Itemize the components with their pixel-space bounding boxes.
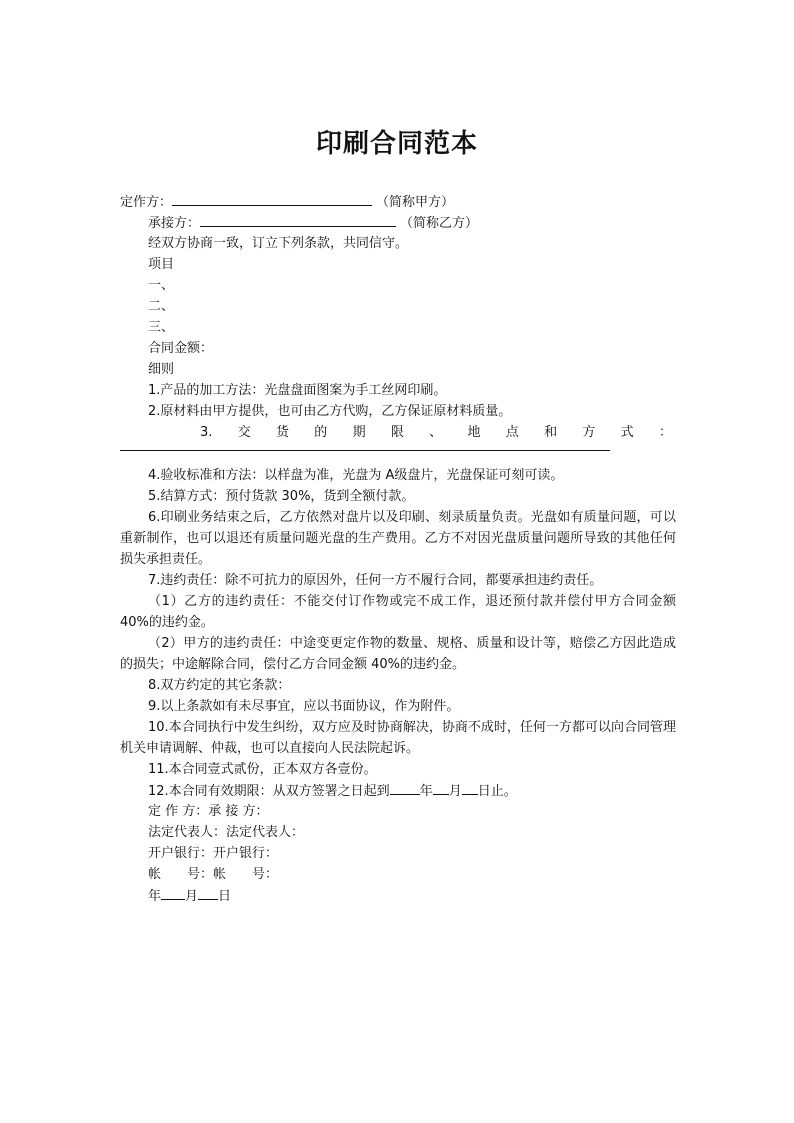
party-b-blank bbox=[200, 212, 396, 227]
clause-12 bbox=[120, 780, 676, 801]
item-1: 一、 bbox=[148, 278, 175, 293]
sign-accounts bbox=[120, 864, 676, 885]
clause-3-char: 的 bbox=[314, 425, 328, 440]
clause-12-prefix: 12.本合同有效期限：从双方签署之日起到 bbox=[148, 784, 390, 799]
clause-3-char: 式 bbox=[620, 425, 634, 440]
sign-party-a: 定 作 方： bbox=[148, 804, 209, 819]
clause-3-char: 3. bbox=[200, 425, 213, 440]
clause-3-char: 、 bbox=[429, 425, 443, 440]
account-label-3: 号： bbox=[252, 867, 279, 882]
sign-date bbox=[120, 885, 676, 906]
clause-7-1: （1）乙方的违约责任：不能交付订作物或完不成工作，退还预付款并偿付甲方合同金额 40%的违约金。 bbox=[120, 594, 676, 630]
clause-11: 11.本合同壹式贰份，正本双方各壹份。 bbox=[148, 762, 377, 777]
details-heading: 细则 bbox=[148, 362, 175, 377]
clause-12-month: 月 bbox=[448, 784, 462, 799]
intro-line: 经双方协商一致，订立下列条款，共同信守。 bbox=[148, 236, 409, 251]
account-label-2: 号：帐 bbox=[187, 867, 227, 882]
contract-body bbox=[120, 191, 676, 906]
item-3: 三、 bbox=[148, 320, 175, 335]
clause-7-2: （2）甲方的违约责任：中途变更定作物的数量、规格、质量和设计等，赔偿乙方因此造成的损失；中途解除合同，偿付乙方合同金额 40%的违约金。 bbox=[120, 636, 676, 672]
sign-parties bbox=[120, 801, 676, 822]
sign-party-b: 承 接 方： bbox=[208, 804, 269, 819]
sign-day-blank bbox=[198, 885, 218, 900]
party-a-note: （简称甲方） bbox=[376, 195, 455, 210]
clause-3-char: 方 bbox=[582, 425, 596, 440]
party-a-label: 定作方： bbox=[120, 195, 173, 210]
items-heading: 项目 bbox=[148, 257, 175, 272]
clause-3-char: ： bbox=[658, 425, 672, 440]
clause-3 bbox=[120, 422, 676, 443]
clause-12-year: 年 bbox=[419, 784, 433, 799]
sign-date-day: 日 bbox=[218, 889, 232, 904]
clause-3-char: 地 bbox=[467, 425, 481, 440]
document-title: 印刷合同范本 bbox=[315, 129, 478, 159]
clause-5: 5.结算方式：预付货款 30%，货到全额付款。 bbox=[148, 489, 415, 504]
amount-label: 合同金额： bbox=[148, 341, 214, 356]
item-2: 二、 bbox=[148, 299, 175, 314]
clause-1: 1.产品的加工方法：光盘盘面图案为手工丝网印刷。 bbox=[148, 383, 447, 398]
party-b-label: 承接方： bbox=[148, 216, 201, 231]
clause-3-char: 期 bbox=[352, 425, 366, 440]
clause-3-char: 点 bbox=[505, 425, 519, 440]
clause-2: 2.原材料由甲方提供，也可由乙方代购，乙方保证原材料质量。 bbox=[148, 404, 512, 419]
party-a-blank bbox=[172, 191, 372, 206]
clause-9: 9.以上条款如有未尽事宜，应以书面协议，作为附件。 bbox=[148, 699, 460, 714]
clause-3-char: 限 bbox=[390, 425, 404, 440]
clause-12-day: 日止。 bbox=[477, 784, 517, 799]
clause-8: 8.双方约定的其它条款： bbox=[148, 678, 291, 693]
party-a-line bbox=[120, 191, 676, 212]
sign-date-year: 年 bbox=[148, 889, 162, 904]
party-b-line bbox=[120, 212, 676, 233]
month-blank bbox=[433, 780, 449, 795]
account-label-1: 帐 bbox=[148, 867, 162, 882]
sign-reps: 法定代表人：法定代表人： bbox=[148, 825, 305, 840]
clause-4: 4.验收标准和方法：以样盘为准，光盘为 A级盘片，光盘保证可刻可读。 bbox=[148, 468, 564, 483]
clause-7: 7.违约责任：除不可抗力的原因外，任何一方不履行合同，都要承担违约责任。 bbox=[148, 573, 603, 588]
sign-month-blank bbox=[161, 885, 185, 900]
clause-10: 10.本合同执行中发生纠纷，双方应及时协商解决，协商不成时，任何一方都可以向合同管理机关申请调解、仲裁，也可以直接向人民法院起诉。 bbox=[120, 720, 676, 756]
sign-banks: 开户银行：开户银行： bbox=[148, 846, 279, 861]
clause-3-char: 交 bbox=[237, 425, 251, 440]
clause-6: 6.印刷业务结束之后，乙方依然对盘片以及印刷、刻录质量负责。光盘如有质量问题，可以重新制作，也可以退还有质量问题光盘的生产费用。乙方不对因光盘质量问题所导致的其他任何损失承担责任。 bbox=[120, 510, 676, 567]
day-blank bbox=[462, 780, 478, 795]
clause-3-char: 货 bbox=[275, 425, 289, 440]
year-blank bbox=[390, 780, 420, 795]
party-b-note: （简称乙方） bbox=[400, 216, 479, 231]
sign-date-month: 月 bbox=[185, 889, 199, 904]
clause-3-blank-line bbox=[120, 443, 610, 451]
clause-3-char: 和 bbox=[544, 425, 558, 440]
